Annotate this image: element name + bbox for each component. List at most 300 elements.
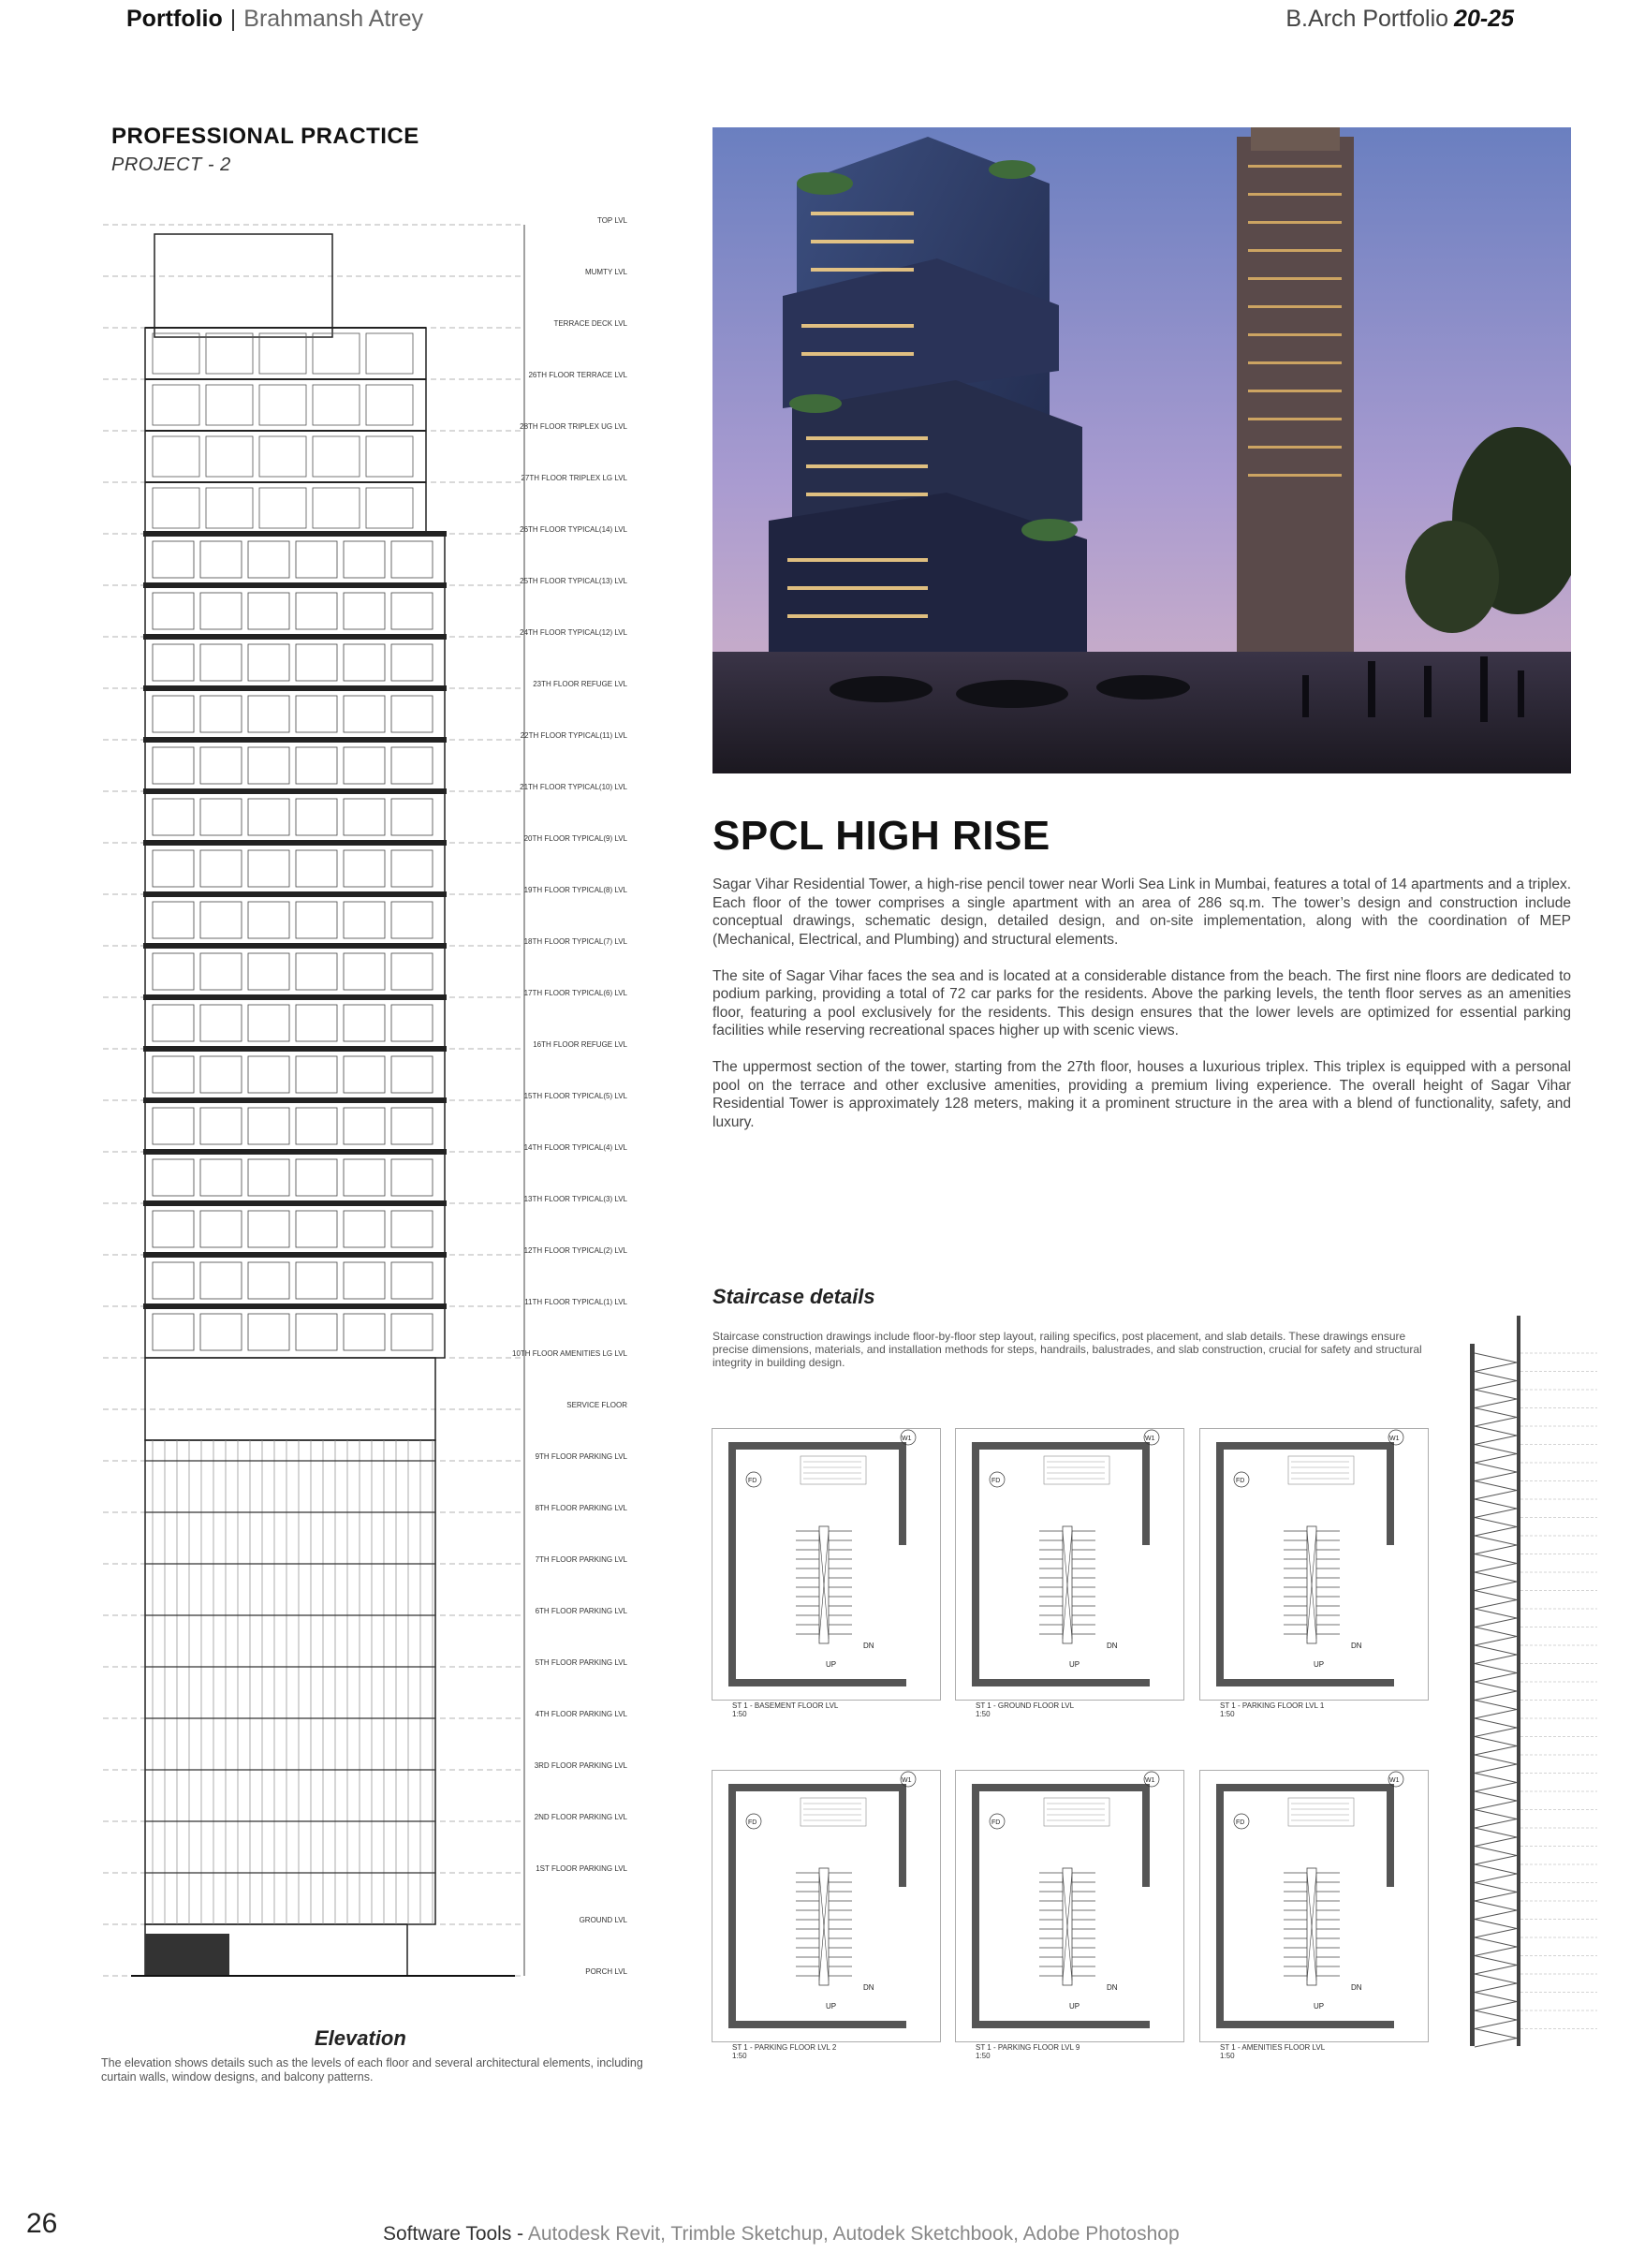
- section-flight: [1475, 1929, 1517, 1938]
- section-flight: [1475, 1527, 1517, 1537]
- section-flight: [1475, 1801, 1517, 1810]
- staircase-section-drawing: [1457, 1297, 1607, 2065]
- window: [391, 953, 433, 990]
- window: [248, 541, 289, 578]
- window: [248, 1262, 289, 1299]
- window: [248, 747, 289, 784]
- window: [296, 593, 337, 629]
- section-flight: [1475, 1463, 1517, 1472]
- portfolio-label: Portfolio: [126, 6, 223, 32]
- section-flight: [1475, 1737, 1517, 1746]
- plan-caption-title: ST 1 - PARKING FLOOR LVL 1: [1220, 1701, 1325, 1710]
- section-flight: [1475, 1682, 1517, 1691]
- section-flight: [1475, 1828, 1517, 1837]
- window: [344, 747, 385, 784]
- software-tools-label: Software Tools -: [383, 2223, 524, 2245]
- window: [153, 488, 199, 528]
- window: [153, 747, 194, 784]
- window: [313, 385, 360, 425]
- wall: [972, 1784, 1150, 1791]
- level-label: GROUND LVL: [579, 1916, 627, 1924]
- fd-label: FD: [748, 1478, 757, 1484]
- window: [259, 333, 306, 374]
- window: [391, 1159, 433, 1196]
- portfolio-title: B.Arch Portfolio: [1285, 6, 1449, 32]
- wall: [1387, 1442, 1394, 1545]
- section-flight: [1475, 1920, 1517, 1929]
- level-label: TOP LVL: [596, 216, 627, 225]
- window: [344, 1211, 385, 1247]
- window: [296, 1314, 337, 1350]
- window: [313, 488, 360, 528]
- plan-caption-scale: 1:50: [976, 2052, 991, 2060]
- floor-slab: [143, 1046, 447, 1052]
- window: [296, 1005, 337, 1041]
- wall: [899, 1442, 906, 1545]
- level-label: 16TH FLOOR REFUGE LVL: [533, 1040, 627, 1049]
- window: [153, 644, 194, 681]
- project-paragraph: Sagar Vihar Residential Tower, a high-rise pencil tower near Worli Sea Link in Mumbai, features a total of 14 apartments and a triplex. Each floor of the tower comprises a single apartment with an area of 286 sq.m. The tower’s design and construction include conceptual drawings, schematic design, detailed design, and on-site implementation, along with the coordination of MEP (Mechanical, Electrical, and Plumbing) and structural elements.: [712, 876, 1571, 948]
- staircase-plan: [712, 1770, 941, 2058]
- window: [296, 1056, 337, 1093]
- window: [153, 1005, 194, 1041]
- section-flight: [1475, 1481, 1517, 1491]
- window: [153, 799, 194, 835]
- window: [344, 696, 385, 732]
- window: [248, 799, 289, 835]
- window: [366, 488, 413, 528]
- plan-caption: [1220, 1701, 1324, 1718]
- level-label: 23TH FLOOR REFUGE LVL: [533, 680, 627, 688]
- portfolio-years: 20-25: [1454, 6, 1514, 32]
- fd-label: FD: [991, 1478, 1001, 1484]
- window: [344, 1262, 385, 1299]
- section-flight: [1475, 1856, 1517, 1865]
- header-separator: |: [229, 6, 237, 32]
- section-flight: [1475, 1774, 1517, 1783]
- dn-label: DN: [863, 1983, 874, 1992]
- level-label: 2ND FLOOR PARKING LVL: [534, 1813, 627, 1821]
- section-flight: [1475, 1655, 1517, 1664]
- section-subtitle: PROJECT - 2: [111, 155, 231, 175]
- section-flight: [1475, 1755, 1517, 1764]
- window: [153, 1211, 194, 1247]
- section-flight: [1475, 1673, 1517, 1683]
- window: [153, 902, 194, 938]
- up-label: UP: [1314, 1660, 1325, 1669]
- software-tools: [383, 2223, 1180, 2246]
- plan-caption: [732, 1701, 838, 1718]
- level-label: 21TH FLOOR TYPICAL(10) LVL: [520, 783, 627, 791]
- project-title: SPCL HIGH RISE: [712, 813, 1050, 859]
- window: [344, 1108, 385, 1144]
- plan-caption: [976, 1701, 1074, 1718]
- section-flight: [1475, 1701, 1517, 1710]
- window: [153, 696, 194, 732]
- page-number: 26: [26, 2208, 58, 2239]
- dn-label: DN: [1107, 1642, 1118, 1650]
- window: [296, 541, 337, 578]
- section-flight: [1475, 1637, 1517, 1646]
- window: [153, 850, 194, 887]
- window: [344, 644, 385, 681]
- window: [391, 902, 433, 938]
- plan-caption-scale: 1:50: [732, 1710, 747, 1718]
- window: [296, 1211, 337, 1247]
- wall: [728, 1442, 906, 1450]
- level-label: 9TH FLOOR PARKING LVL: [535, 1452, 627, 1461]
- section-flight: [1475, 1819, 1517, 1829]
- window: [296, 850, 337, 887]
- plan-caption-scale: 1:50: [1220, 1710, 1235, 1718]
- window: [391, 850, 433, 887]
- level-label: MUMTY LVL: [584, 268, 627, 276]
- section-flight: [1475, 1764, 1517, 1774]
- wall: [1216, 2021, 1394, 2028]
- window: [248, 1314, 289, 1350]
- window: [344, 1056, 385, 1093]
- wall: [1216, 1442, 1394, 1450]
- section-flight: [1475, 1564, 1517, 1573]
- level-label: 25TH FLOOR TYPICAL(13) LVL: [520, 577, 627, 585]
- section-flight: [1475, 1892, 1517, 1902]
- window: [296, 902, 337, 938]
- window: [344, 799, 385, 835]
- fd-label: FD: [1236, 1478, 1245, 1484]
- wall: [728, 1442, 736, 1686]
- window: [391, 799, 433, 835]
- window: [248, 850, 289, 887]
- note-box: [1288, 1456, 1354, 1484]
- window: [153, 385, 199, 425]
- section-title: PROFESSIONAL PRACTICE: [111, 124, 419, 149]
- section-flight: [1475, 1390, 1517, 1399]
- window: [313, 333, 360, 374]
- window: [391, 696, 433, 732]
- wall: [1387, 1784, 1394, 1887]
- window: [206, 488, 253, 528]
- window: [153, 1159, 194, 1196]
- project-paragraph: The site of Sagar Vihar faces the sea and is located at a considerable distance from the beach. The first nine floors are dedicated to podium parking, providing a total of 72 car parks for the residents. Above the parking levels, the tenth floor serves as an amenities floor, featuring a pool exclusively for the residents. This design ensures that the lower levels are optimized for essential parking facilities while reserving recreational spaces higher up with scenic views.: [712, 967, 1571, 1038]
- plan-caption-title: ST 1 - PARKING FLOOR LVL 2: [732, 2043, 837, 2052]
- level-label: 26TH FLOOR TERRACE LVL: [528, 371, 627, 379]
- plan-caption-scale: 1:50: [976, 1710, 991, 1718]
- staircase-description: Staircase construction drawings include floor-by-floor step layout, railing specifics, post placement, and slab details. These drawings ensure precise dimensions, materials, and installation methods for steps, handrails, balustrades, and slab construction, crucial for safety and structural integrity in building design.: [712, 1330, 1422, 1369]
- section-flight: [1475, 1518, 1517, 1527]
- section-flight: [1475, 1947, 1517, 1956]
- section-flight: [1475, 1600, 1517, 1610]
- section-flight: [1475, 1874, 1517, 1883]
- section-flight: [1475, 1436, 1517, 1445]
- window: [153, 593, 194, 629]
- level-label: PORCH LVL: [585, 1967, 627, 1976]
- wall: [972, 1442, 1150, 1450]
- window: [153, 953, 194, 990]
- window: [296, 644, 337, 681]
- window: [200, 799, 242, 835]
- up-label: UP: [826, 1660, 837, 1669]
- section-flight: [1475, 1783, 1517, 1792]
- floor-slab: [143, 737, 447, 743]
- window: [200, 747, 242, 784]
- window: [153, 541, 194, 578]
- window: [313, 436, 360, 477]
- level-label: 1ST FLOOR PARKING LVL: [536, 1864, 627, 1873]
- window: [200, 1211, 242, 1247]
- section-flight: [1475, 1509, 1517, 1518]
- section-flight: [1475, 1399, 1517, 1408]
- section-flight: [1475, 1618, 1517, 1627]
- section-flight: [1475, 2010, 1517, 2020]
- level-label: 3RD FLOOR PARKING LVL: [534, 1761, 627, 1770]
- floor-slab: [143, 582, 447, 588]
- section-flight: [1475, 1864, 1517, 1874]
- section-flight: [1475, 1791, 1517, 1801]
- window: [248, 696, 289, 732]
- window: [200, 1056, 242, 1093]
- wall: [972, 1784, 979, 2027]
- window: [344, 850, 385, 887]
- w1-label: W1: [902, 1436, 912, 1442]
- plan-caption-title: ST 1 - AMENITIES FLOOR LVL: [1220, 2043, 1326, 2052]
- section-flight: [1475, 1554, 1517, 1564]
- plan-caption-scale: 1:50: [1220, 2052, 1235, 2060]
- section-flight: [1475, 1837, 1517, 1847]
- level-label: 24TH FLOOR TYPICAL(12) LVL: [520, 628, 627, 637]
- plan-caption-title: ST 1 - GROUND FLOOR LVL: [976, 1701, 1075, 1710]
- window: [259, 385, 306, 425]
- window: [296, 799, 337, 835]
- window: [391, 1056, 433, 1093]
- section-flight: [1475, 1426, 1517, 1436]
- level-label: 13TH FLOOR TYPICAL(3) LVL: [523, 1195, 627, 1203]
- level-label: 14TH FLOOR TYPICAL(4) LVL: [523, 1143, 627, 1152]
- window: [206, 436, 253, 477]
- section-flight: [1475, 1883, 1517, 1892]
- window: [366, 385, 413, 425]
- section-flight: [1475, 2029, 1517, 2039]
- staircase-plan: [955, 1770, 1184, 2058]
- window: [391, 1262, 433, 1299]
- staircase-plan: [1199, 1770, 1429, 2058]
- window: [296, 1159, 337, 1196]
- project-description: [712, 876, 1571, 1150]
- level-label: 17TH FLOOR TYPICAL(6) LVL: [523, 989, 627, 997]
- window: [206, 333, 253, 374]
- fd-label: FD: [1236, 1819, 1245, 1826]
- floor-slab: [143, 1149, 447, 1155]
- window: [391, 593, 433, 629]
- floor-slab: [143, 634, 447, 640]
- section-flight: [1475, 1499, 1517, 1509]
- window: [248, 902, 289, 938]
- floor-slab: [143, 788, 447, 794]
- window: [391, 1005, 433, 1041]
- window: [344, 1314, 385, 1350]
- window: [200, 953, 242, 990]
- level-label: 7TH FLOOR PARKING LVL: [535, 1555, 627, 1564]
- window: [344, 953, 385, 990]
- wall: [728, 1784, 736, 2027]
- wall: [972, 1679, 1150, 1686]
- section-flight: [1475, 1966, 1517, 1975]
- window: [248, 593, 289, 629]
- dn-label: DN: [1351, 1642, 1362, 1650]
- wall: [728, 1784, 906, 1791]
- wall: [1216, 1442, 1224, 1686]
- window: [259, 488, 306, 528]
- wall: [1142, 1442, 1150, 1545]
- floor-slab: [143, 531, 447, 537]
- up-label: UP: [1069, 1660, 1080, 1669]
- dn-label: DN: [1351, 1983, 1362, 1992]
- window: [366, 333, 413, 374]
- plan-caption-scale: 1:50: [732, 2052, 747, 2060]
- window: [344, 593, 385, 629]
- section-flight: [1475, 1718, 1517, 1728]
- window: [259, 436, 306, 477]
- window: [296, 696, 337, 732]
- window: [344, 1005, 385, 1041]
- software-tools-list: Autodesk Revit, Trimble Sketchup, Autodek Sketchbook, Adobe Photoshop: [527, 2223, 1180, 2245]
- plan-caption: [732, 2043, 836, 2060]
- level-label: 15TH FLOOR TYPICAL(5) LVL: [523, 1092, 627, 1100]
- window: [366, 436, 413, 477]
- window: [344, 1159, 385, 1196]
- section-flight: [1475, 1408, 1517, 1418]
- up-label: UP: [826, 2002, 837, 2010]
- section-flight: [1475, 1372, 1517, 1381]
- w1-label: W1: [902, 1777, 912, 1784]
- window: [248, 1211, 289, 1247]
- window: [153, 1056, 194, 1093]
- window: [200, 593, 242, 629]
- tower-render-image: [712, 127, 1571, 773]
- fd-label: FD: [748, 1819, 757, 1826]
- window: [296, 953, 337, 990]
- w1-label: W1: [1389, 1436, 1400, 1442]
- section-wall: [1470, 1344, 1475, 2046]
- level-label: 12TH FLOOR TYPICAL(2) LVL: [523, 1246, 627, 1255]
- floor-slab: [143, 840, 447, 846]
- wall: [728, 1679, 906, 1686]
- floor-slab: [143, 994, 447, 1000]
- dn-label: DN: [1107, 1983, 1118, 1992]
- level-label: 18TH FLOOR TYPICAL(7) LVL: [523, 937, 627, 946]
- level-label: 22TH FLOOR TYPICAL(11) LVL: [520, 731, 627, 740]
- section-flight: [1475, 1362, 1517, 1372]
- window: [153, 436, 199, 477]
- up-label: UP: [1314, 2002, 1325, 2010]
- elevation-caption: Elevation: [315, 2026, 406, 2050]
- note-box: [800, 1456, 866, 1484]
- window: [153, 333, 199, 374]
- section-flight: [1475, 1956, 1517, 1966]
- wall: [899, 1784, 906, 1887]
- note-box: [800, 1798, 866, 1826]
- header-left: [126, 6, 423, 33]
- amenities-block: [145, 1358, 435, 1440]
- section-flight: [1475, 1572, 1517, 1582]
- window: [153, 1108, 194, 1144]
- staircase-plan: [712, 1428, 941, 1716]
- plan-caption: [1220, 2043, 1325, 2060]
- floor-slab: [143, 943, 447, 949]
- section-flight: [1475, 1445, 1517, 1454]
- wall: [972, 2021, 1150, 2028]
- plan-caption-title: ST 1 - PARKING FLOOR LVL 9: [976, 2043, 1080, 2052]
- window: [248, 1108, 289, 1144]
- section-flight: [1475, 1381, 1517, 1391]
- wall: [1216, 1784, 1394, 1791]
- staircase-title: Staircase details: [712, 1285, 875, 1308]
- section-wall: [1517, 1316, 1520, 2046]
- section-flight: [1475, 1937, 1517, 1947]
- level-label: 11TH FLOOR TYPICAL(1) LVL: [524, 1298, 627, 1306]
- section-flight: [1475, 1664, 1517, 1673]
- section-flight: [1475, 2002, 1517, 2011]
- section-flight: [1475, 1545, 1517, 1554]
- up-label: UP: [1069, 2002, 1080, 2010]
- level-label: 5TH FLOOR PARKING LVL: [535, 1658, 627, 1667]
- window: [200, 541, 242, 578]
- window: [296, 1108, 337, 1144]
- level-label: 26TH FLOOR TYPICAL(14) LVL: [520, 525, 627, 534]
- w1-label: W1: [1145, 1436, 1155, 1442]
- level-label: 6TH FLOOR PARKING LVL: [535, 1607, 627, 1615]
- project-paragraph: The uppermost section of the tower, starting from the 27th floor, houses a luxurious triplex. This triplex is equipped with a personal pool on the terrace and other exclusive amenities, providing a premium living experience. The overall height of Sagar Vihar Residential Tower is approximately 128 meters, making it a prominent structure in the area with a blend of functionality, safety, and luxury.: [712, 1059, 1571, 1130]
- level-label: 8TH FLOOR PARKING LVL: [535, 1504, 627, 1512]
- section-flight: [1475, 2020, 1517, 2029]
- window: [206, 385, 253, 425]
- window: [296, 1262, 337, 1299]
- window: [200, 1159, 242, 1196]
- level-label: 20TH FLOOR TYPICAL(9) LVL: [523, 834, 627, 843]
- window: [344, 541, 385, 578]
- window: [391, 1314, 433, 1350]
- section-flight: [1475, 1645, 1517, 1655]
- window: [153, 1262, 194, 1299]
- mumty-block: [154, 234, 332, 337]
- wall: [972, 1442, 979, 1686]
- wall: [728, 2021, 906, 2028]
- section-flight: [1475, 1691, 1517, 1701]
- section-flight: [1475, 1491, 1517, 1500]
- wall: [1142, 1784, 1150, 1887]
- section-flight: [1475, 1710, 1517, 1719]
- section-flight: [1475, 1810, 1517, 1819]
- section-flight: [1475, 1993, 1517, 2002]
- w1-label: W1: [1389, 1777, 1400, 1784]
- section-flight: [1475, 1974, 1517, 1983]
- section-flight: [1475, 1983, 1517, 1993]
- note-box: [1044, 1456, 1109, 1484]
- window: [391, 1108, 433, 1144]
- elevation-drawing: [103, 215, 674, 2023]
- wall: [1216, 1784, 1224, 2027]
- staircase-plan: [1199, 1428, 1429, 1716]
- window: [200, 902, 242, 938]
- plan-caption-title: ST 1 - BASEMENT FLOOR LVL: [732, 1701, 839, 1710]
- window: [153, 1314, 194, 1350]
- window: [200, 696, 242, 732]
- window: [200, 1005, 242, 1041]
- note-box: [1044, 1798, 1109, 1826]
- section-flight: [1475, 1582, 1517, 1591]
- window: [296, 747, 337, 784]
- level-label: 19TH FLOOR TYPICAL(8) LVL: [523, 886, 627, 894]
- window: [248, 953, 289, 990]
